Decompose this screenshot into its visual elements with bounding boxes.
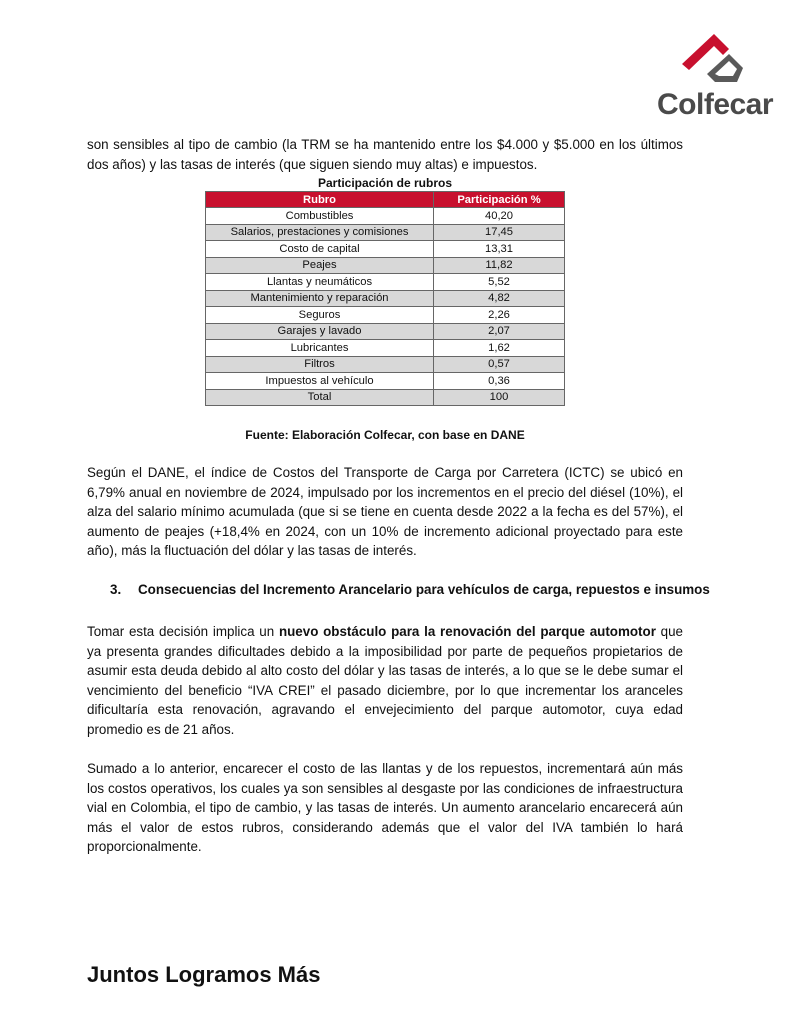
- table-row: [206, 389, 565, 406]
- renovation-emphasis: nuevo obstáculo para la renovación del parque automotor: [278, 624, 656, 639]
- renovation-lead: Tomar esta decisión implica un: [87, 624, 279, 639]
- column-header-participacion: Participación %: [434, 192, 565, 208]
- costs-paragraph: Sumado a lo anterior, encarecer el costo de las llantas y de los repuestos, incrementará aún más los costos operativos, los cuales ya son sensibles al desgaste por las condiciones de infraestructura vial en Colombia, el tipo de cambio, y las tasas de interés. Un aumento arancelario encarecerá aún más el valor de estos rubros, considerando además que el valor del IVA también lo hará proporcionalmente.: [87, 761, 683, 854]
- table-row: [206, 241, 565, 258]
- participacion-cell: 11,82: [434, 257, 565, 274]
- table-row: [206, 224, 565, 241]
- participacion-cell: 100: [434, 389, 565, 406]
- intro-paragraph: son sensibles al tipo de cambio (la TRM se ha mantenido entre los $4.000 y $5.000 en los últimos dos años) y las tasas de interés (que siguen siendo muy altas) e impuestos.: [87, 137, 683, 172]
- colfecar-logo: [655, 30, 774, 130]
- participacion-cell: 0,57: [434, 356, 565, 373]
- participacion-cell: 17,45: [434, 224, 565, 241]
- rubro-cell: Lubricantes: [206, 340, 434, 357]
- rubro-cell: Salarios, prestaciones y comisiones: [206, 224, 434, 241]
- table-row: [206, 323, 565, 340]
- table-row: [206, 340, 565, 357]
- table-source: Fuente: Elaboración Colfecar, con base en DANE: [245, 428, 525, 442]
- table-row: [206, 356, 565, 373]
- table-row: [206, 307, 565, 324]
- rubro-cell: Seguros: [206, 307, 434, 324]
- section-heading: [110, 582, 710, 597]
- table-row: [206, 274, 565, 291]
- rubro-cell: Combustibles: [206, 208, 434, 225]
- rubro-cell: Total: [206, 389, 434, 406]
- participacion-cell: 4,82: [434, 290, 565, 307]
- table-header-row: [206, 192, 565, 208]
- section-number: 3.: [110, 582, 122, 597]
- rubro-cell: Impuestos al vehículo: [206, 373, 434, 390]
- column-header-rubro: Rubro: [206, 192, 434, 208]
- table-row: [206, 257, 565, 274]
- section-title: Consecuencias del Incremento Arancelario para vehículos de carga, repuestos e insumos: [138, 582, 710, 597]
- table-row: [206, 290, 565, 307]
- table-row: [206, 208, 565, 225]
- rubro-cell: Garajes y lavado: [206, 323, 434, 340]
- participacion-cell: 0,36: [434, 373, 565, 390]
- rubro-cell: Costo de capital: [206, 241, 434, 258]
- participacion-cell: 5,52: [434, 274, 565, 291]
- table-row: [206, 373, 565, 390]
- participacion-cell: 1,62: [434, 340, 565, 357]
- renovation-paragraph: [87, 622, 683, 739]
- rubro-cell: Mantenimiento y reparación: [206, 290, 434, 307]
- participacion-cell: 13,31: [434, 241, 565, 258]
- renovation-rest: que ya presenta grandes dificultades debido a la imposibilidad por parte de pequeños propietarios de asumir esta deuda debido al alto costo del dólar y las tasas de interés, a lo que se le debe sumar el vencimiento del beneficio “IVA CREI” el pasado diciembre, por lo que incrementar los aranceles dificultaría esta renovación, agravando el envejecimiento del parque automotor, cuya edad promedio es de 21 años.: [87, 624, 683, 737]
- table-title: Participación de rubros: [317, 176, 453, 190]
- footer-slogan: Juntos Logramos Más: [87, 962, 321, 987]
- participacion-cell: 40,20: [434, 208, 565, 225]
- participacion-cell: 2,26: [434, 307, 565, 324]
- dane-paragraph: Según el DANE, el índice de Costos del Transporte de Carga por Carretera (ICTC) se ubicó en 6,79% anual en noviembre de 2024, impulsado por los incrementos en el precio del diésel (10%), el alza del salario mínimo acumulada (que si se tiene en cuenta desde 2022 a la fecha es del 57%), el aumento de peajes (+18,4% en 2024, con un 10% de incremento adicional proyectado para este año), más la fluctuación del dólar y las tasas de interés.: [87, 465, 683, 558]
- rubro-cell: Filtros: [206, 356, 434, 373]
- table-body: [206, 208, 565, 406]
- rubros-table: [205, 191, 565, 406]
- rubro-cell: Llantas y neumáticos: [206, 274, 434, 291]
- brand-name: Colfecar: [657, 88, 774, 121]
- participacion-cell: 2,07: [434, 323, 565, 340]
- rubro-cell: Peajes: [206, 257, 434, 274]
- colfecar-mark-icon: [677, 30, 747, 90]
